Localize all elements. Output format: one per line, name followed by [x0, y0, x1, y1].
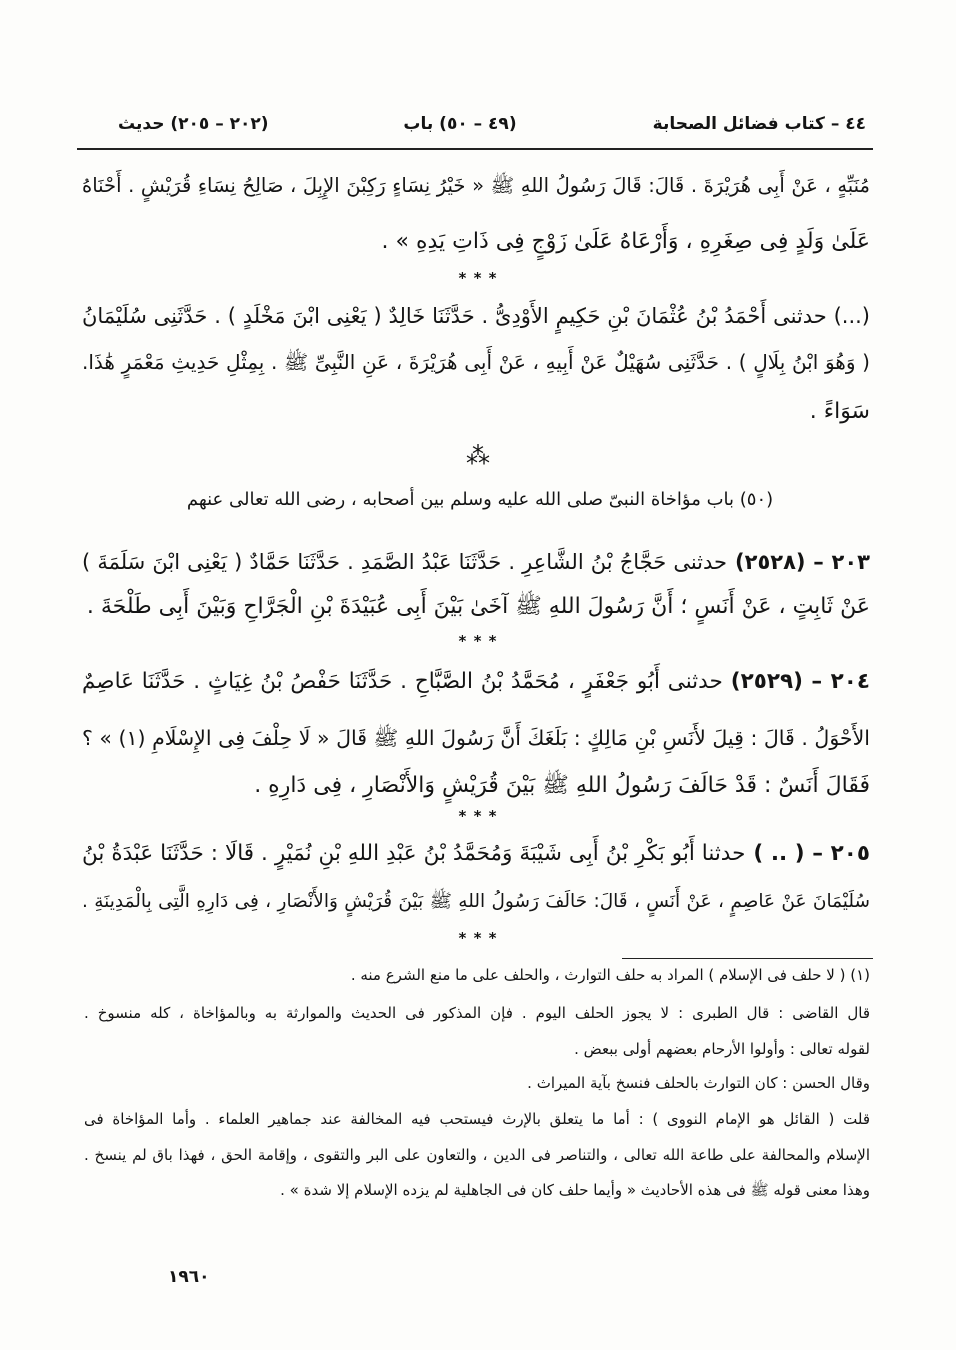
header-rule [77, 148, 873, 150]
text-line: سَوَاءً . [809, 399, 870, 424]
footnote-rule [622, 958, 873, 959]
footnote-line: وهذا معنى قوله ﷺ فى هذه الأحاديث « وأيما حلف كان فى الجاهلية لم يزده الإسلام إلا شدة » . [280, 1181, 870, 1199]
text-line: مُنَبِّهٍ ، عَنْ أَبِى هُرَيْرَةَ . قَالَ: قَالَ رَسُولُ اللهِ ﷺ « خَيْرُ نِسَاءٍ رَكِبْنَ الإِبِلَ ، صَالِحُ نِسَاءِ قُرَيْشٍ . أَحْنَاهُ [82, 174, 870, 197]
footnote-line: وقال الحسن : كان التوارث بالحلف فنسخ بآية الميراث . [527, 1074, 870, 1092]
asterism-ornament: ⁂ [466, 442, 490, 470]
text-line: الأَحْوَلُ . قَالَ : قِيلَ لأَنَسِ بْنِ مَالِكٍ : بَلَغَكَ أَنَّ رَسُولَ اللهِ ﷺ قَالَ « لَا حِلْفَ فِى الإِسْلَامِ (١) » ؟ [82, 726, 870, 750]
hadith-number: ٢٠٥ – ( .. ) [753, 841, 870, 866]
footnote-line: لقوله تعالى : وأولوا الأرحام بعضهم أولى ببعض . [574, 1040, 870, 1058]
hadith-text: حدثنا أَبُو بَكْرِ بْنُ أَبِى شَيْبَةَ وَمُحَمَّدُ بْنُ عَبْدِ اللهِ بْنِ نُمَيْرٍ . قَالَا : حَدَّثَنَا عَبْدَةُ بْنُ [82, 841, 746, 866]
hadith-text: حدثنى حَجَّاجُ بْنُ الشَّاعِرِ . حَدَّثَنَا عَبْدُ الصَّمَدِ . حَدَّثَنَا حَمَّادٌ ( يَعْنِى ابْنَ سَلَمَةَ ) [82, 550, 728, 574]
text-line: عَلَىٰ وَلَدٍ فِى صِغَرِهِ ، وَأَرْعَاهُ عَلَىٰ زَوْجٍ فِى ذَاتِ يَدِهِ » . [381, 229, 870, 254]
section-separator: * * * [458, 632, 498, 650]
hadith-205-line [82, 834, 870, 874]
hadith-203-line [82, 542, 870, 582]
footnote-line: قلت ( القائل هو الإمام النووى ) : أما ما يتعلق بالإرث فيستحب فيه المخالفة عند جماهير العلماء . وأما المؤاخاة فى [84, 1110, 870, 1128]
header-book-title: ٤٤ – كتاب فضائل الصحابة [652, 114, 866, 134]
header-hadith-range: (٢٠٢ – ٢٠٥) حديث [118, 114, 269, 134]
text-line: (...) حدثنى أَحْمَدُ بْنُ عُثْمَانَ بْنِ حَكِيمٍ الأَوْدِىُّ . حَدَّثَنَا خَالِدٌ ( يَعْنِى ابْنَ مَخْلَدٍ ) . حَدَّثَنِى سُلَيْمَانُ [82, 304, 870, 328]
hadith-number: ٢٠٣ – (٢٥٢٨) [735, 550, 870, 574]
text-line: ( وَهُوَ ابْنُ بِلَالٍ ) . حَدَّثَنِى سُهَيْلٌ عَنْ أَبِيهِ ، عَنْ أَبِى هُرَيْرَةَ ، عَنِ النَّبِىِّ ﷺ . بِمِثْلِ حَدِيثِ مَعْمَرٍ هَٰذَا. [82, 350, 870, 374]
text-line: عَنْ ثَابِتٍ ، عَنْ أَنَسٍ ؛ أَنَّ رَسُولَ اللهِ ﷺ آخَىٰ بَيْنَ أَبِى عُبَيْدَةَ بْنِ الْجَرَّاحِ وَبَيْنَ أَبِى طَلْحَةَ . [86, 594, 870, 619]
chapter-heading: (٥٠) باب مؤاخاة النبىّ صلى الله عليه وسلم بين أصحابه ، رضى الله تعالى عنهم [186, 489, 774, 510]
text-line: فَقَالَ أَنَسٌ : قَدْ حَالَفَ رَسُولُ اللهِ ﷺ بَيْنَ قُرَيْشٍ وَالأَنْصَارِ ، فِى دَارِهِ . [254, 773, 870, 798]
hadith-number: ٢٠٤ – (٢٥٢٩) [730, 669, 870, 694]
text-line: سُلَيْمَانَ عَنْ عَاصِمٍ ، عَنْ أَنَسٍ ، قَالَ: حَالَفَ رَسُولُ اللهِ ﷺ بَيْنَ قُرَيْشٍ وَالأَنْصَارِ ، فِى دَارِهِ الَّتِى بِالْمَدِينَةِ . [82, 891, 870, 912]
footnote-line: (١) ( لا حلف فى الإسلام ) المراد به حلف التوارث ، والحلف على ما منع الشرع منه . [350, 966, 870, 984]
header-chapter-range: (٤٩ – ٥٠) باب [403, 114, 517, 134]
section-separator: * * * [458, 807, 498, 825]
footnote-line: قال القاضى : قال الطبرى : لا يجوز الحلف اليوم . فإن المذكور فى الحديث والموارثة به وبالمؤاخاة ، كله منسوخ . [84, 1004, 870, 1022]
section-separator: * * * [458, 929, 498, 947]
hadith-text: حدثنى أَبُو جَعْفَرٍ ، مُحَمَّدُ بْنُ الصَّبَّاحِ . حَدَّثَنَا حَفْصُ بْنُ غِيَاثٍ . حَدَّثَنَا عَاصِمٌ [82, 669, 723, 694]
footnote-line: الإسلام والمحالفة على طاعة الله تعالى ، والتناصر فى الدين ، والتعاون على البر والتقوى ، وإقامة الحق ، فهذا باق لم ينسخ . [84, 1146, 870, 1164]
section-separator: * * * [458, 269, 498, 287]
page-number: ١٩٦٠ [168, 1267, 210, 1287]
hadith-204-line [82, 662, 870, 702]
